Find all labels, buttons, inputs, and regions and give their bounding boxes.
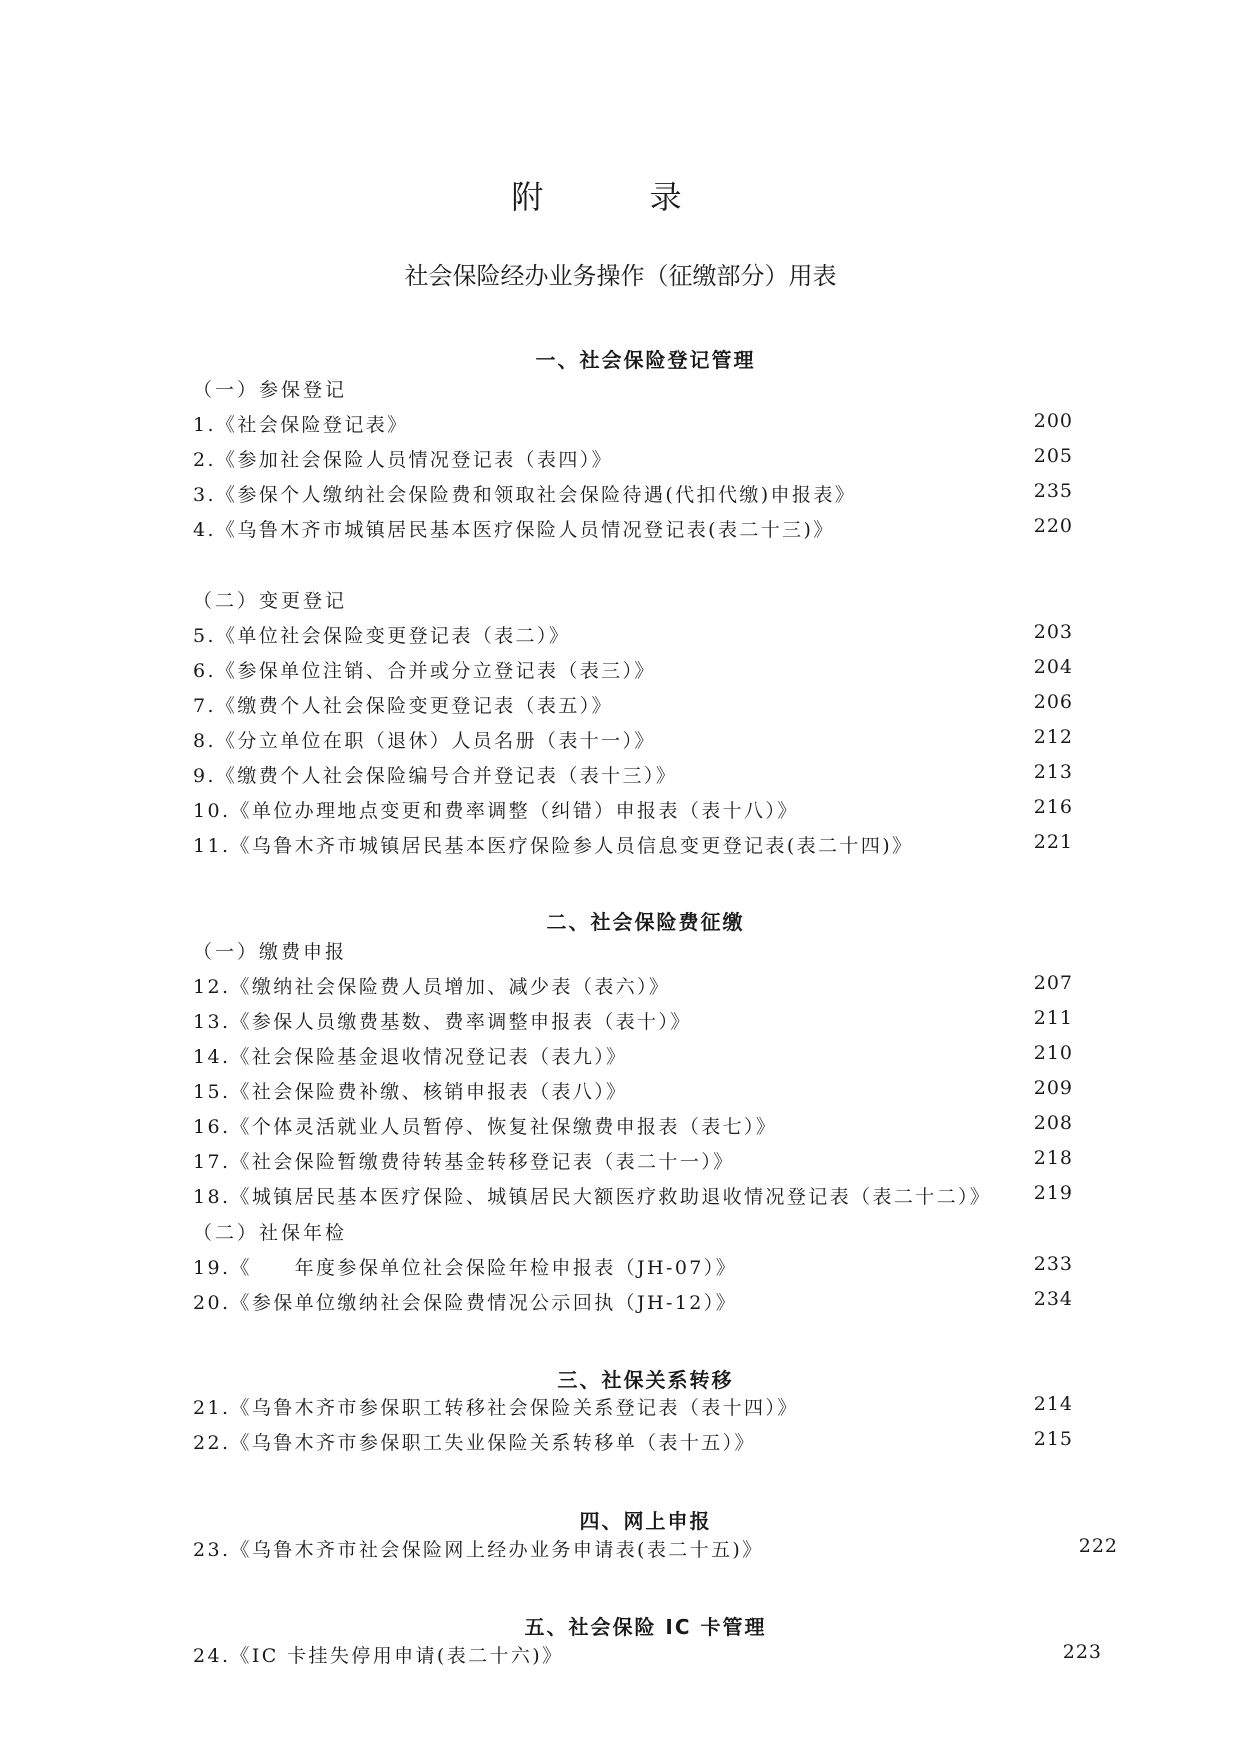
entry-page-number: 219: [1033, 1182, 1073, 1204]
toc-entry: [193, 1288, 1073, 1318]
entry-page-number: 223: [1062, 1641, 1102, 1663]
toc-entry: [193, 1535, 1118, 1565]
entry-title: 1.《社会保险登记表》: [193, 414, 409, 436]
entry-page-number: 222: [1078, 1535, 1118, 1557]
entry-title: 20.《参保单位缴纳社会保险费情况公示回执（JH-12）》: [193, 1292, 738, 1314]
toc-entry: [193, 831, 1073, 861]
section-heading: 五、社会保险 IC 卡管理: [524, 1615, 767, 1639]
entry-title: 3.《参保个人缴纳社会保险费和领取社会保险待遇(代扣代缴)申报表》: [193, 484, 857, 506]
entry-page-number: 214: [1033, 1393, 1073, 1415]
toc-entry: [193, 621, 1073, 651]
toc-entry: [193, 761, 1073, 791]
toc-entry: [193, 1253, 1073, 1283]
entry-title: 16.《个体灵活就业人员暂停、恢复社保缴费申报表（表七）》: [193, 1116, 778, 1138]
entry-title: 6.《参保单位注销、合并或分立登记表（表三）》: [193, 660, 656, 682]
entry-title: 14.《社会保险基金退收情况登记表（表九）》: [193, 1046, 628, 1068]
entry-page-number: 208: [1033, 1112, 1073, 1134]
entry-title: 5.《单位社会保险变更登记表（表二）》: [193, 625, 571, 647]
entry-title: 23.《乌鲁木齐市社会保险网上经办业务申请表(表二十五)》: [193, 1539, 764, 1561]
toc-entry: [193, 480, 1073, 510]
entry-title: 24.《IC 卡挂失停用申请(表二十六)》: [193, 1645, 564, 1667]
entry-page-number: 209: [1033, 1077, 1073, 1099]
page-title: 附 录: [511, 178, 730, 216]
entry-page-number: 205: [1033, 445, 1073, 467]
toc-entry: [193, 1007, 1073, 1037]
section-heading: 一、社会保险登记管理: [535, 348, 756, 372]
section-heading: 三、社保关系转移: [557, 1368, 734, 1392]
entry-title: 15.《社会保险费补缴、核销申报表（表八）》: [193, 1081, 628, 1103]
entry-page-number: 213: [1033, 761, 1073, 783]
entry-page-number: 220: [1033, 515, 1073, 537]
group-label: （一）缴费申报: [193, 941, 348, 963]
toc-entry: [193, 1428, 1073, 1458]
entry-page-number: 235: [1033, 480, 1073, 502]
toc-entry: [193, 691, 1073, 721]
toc-entry: [193, 1042, 1073, 1072]
entry-page-number: 233: [1033, 1253, 1073, 1275]
entry-page-number: 210: [1033, 1042, 1073, 1064]
toc-entry: [193, 1641, 1102, 1671]
entry-title: 11.《乌鲁木齐市城镇居民基本医疗保险参人员信息变更登记表(表二十四)》: [193, 835, 914, 857]
toc-entry: [193, 972, 1073, 1002]
toc-entry: [193, 445, 1073, 475]
toc-entry: [193, 796, 1073, 826]
entry-title: 12.《缴纳社会保险费人员增加、减少表（表六）》: [193, 976, 671, 998]
entry-title: 8.《分立单位在职（退休）人员名册（表十一）》: [193, 730, 656, 752]
entry-title: 21.《乌鲁木齐市参保职工转移社会保险关系登记表（表十四）》: [193, 1397, 799, 1419]
entry-page-number: 234: [1033, 1288, 1073, 1310]
toc-entry: [193, 1393, 1073, 1423]
entry-page-number: 207: [1033, 972, 1073, 994]
entry-title: 2.《参加社会保险人员情况登记表（表四）》: [193, 449, 614, 471]
toc-entry: [193, 1112, 1073, 1142]
section-heading: 四、网上申报: [579, 1509, 712, 1533]
toc-entry: [193, 1077, 1073, 1107]
entry-page-number: 200: [1033, 410, 1073, 432]
entry-title: 7.《缴费个人社会保险变更登记表（表五）》: [193, 695, 614, 717]
toc-entry: [193, 1147, 1073, 1177]
entry-title: 10.《单位办理地点变更和费率调整（纠错）申报表（表十八）》: [193, 800, 799, 822]
entry-page-number: 203: [1033, 621, 1073, 643]
page-subtitle: 社会保险经办业务操作（征缴部分）用表: [404, 262, 837, 290]
entry-page-number: 215: [1033, 1428, 1073, 1450]
entry-page-number: 212: [1033, 726, 1073, 748]
entry-title: 4.《乌鲁木齐市城镇居民基本医疗保险人员情况登记表(表二十三)》: [193, 519, 835, 541]
entry-page-number: 221: [1033, 831, 1073, 853]
toc-entry: [193, 1182, 1073, 1212]
entry-page-number: 216: [1033, 796, 1073, 818]
entry-page-number: 218: [1033, 1147, 1073, 1169]
entry-title: 9.《缴费个人社会保险编号合并登记表（表十三）》: [193, 765, 678, 787]
entry-title: 13.《参保人员缴费基数、费率调整申报表（表十）》: [193, 1011, 692, 1033]
entry-page-number: 204: [1033, 656, 1073, 678]
toc-entry: [193, 515, 1073, 545]
group-label: （二）社保年检: [193, 1222, 348, 1244]
toc-entry: [193, 656, 1073, 686]
entry-title: 19.《 年度参保单位社会保险年检申报表（JH-07）》: [193, 1257, 738, 1279]
entry-page-number: 206: [1033, 691, 1073, 713]
entry-page-number: 211: [1033, 1007, 1073, 1029]
group-label: （一）参保登记: [193, 379, 348, 401]
section-heading: 二、社会保险费征缴: [546, 910, 745, 934]
entry-title: 18.《城镇居民基本医疗保险、城镇居民大额医疗救助退收情况登记表（表二十二）》: [193, 1186, 992, 1208]
entry-title: 17.《社会保险暂缴费待转基金转移登记表（表二十一）》: [193, 1151, 735, 1173]
toc-entry: [193, 410, 1073, 440]
toc-entry: [193, 726, 1073, 756]
group-label: （二）变更登记: [193, 590, 348, 612]
entry-title: 22.《乌鲁木齐市参保职工失业保险关系转移单（表十五）》: [193, 1432, 756, 1454]
